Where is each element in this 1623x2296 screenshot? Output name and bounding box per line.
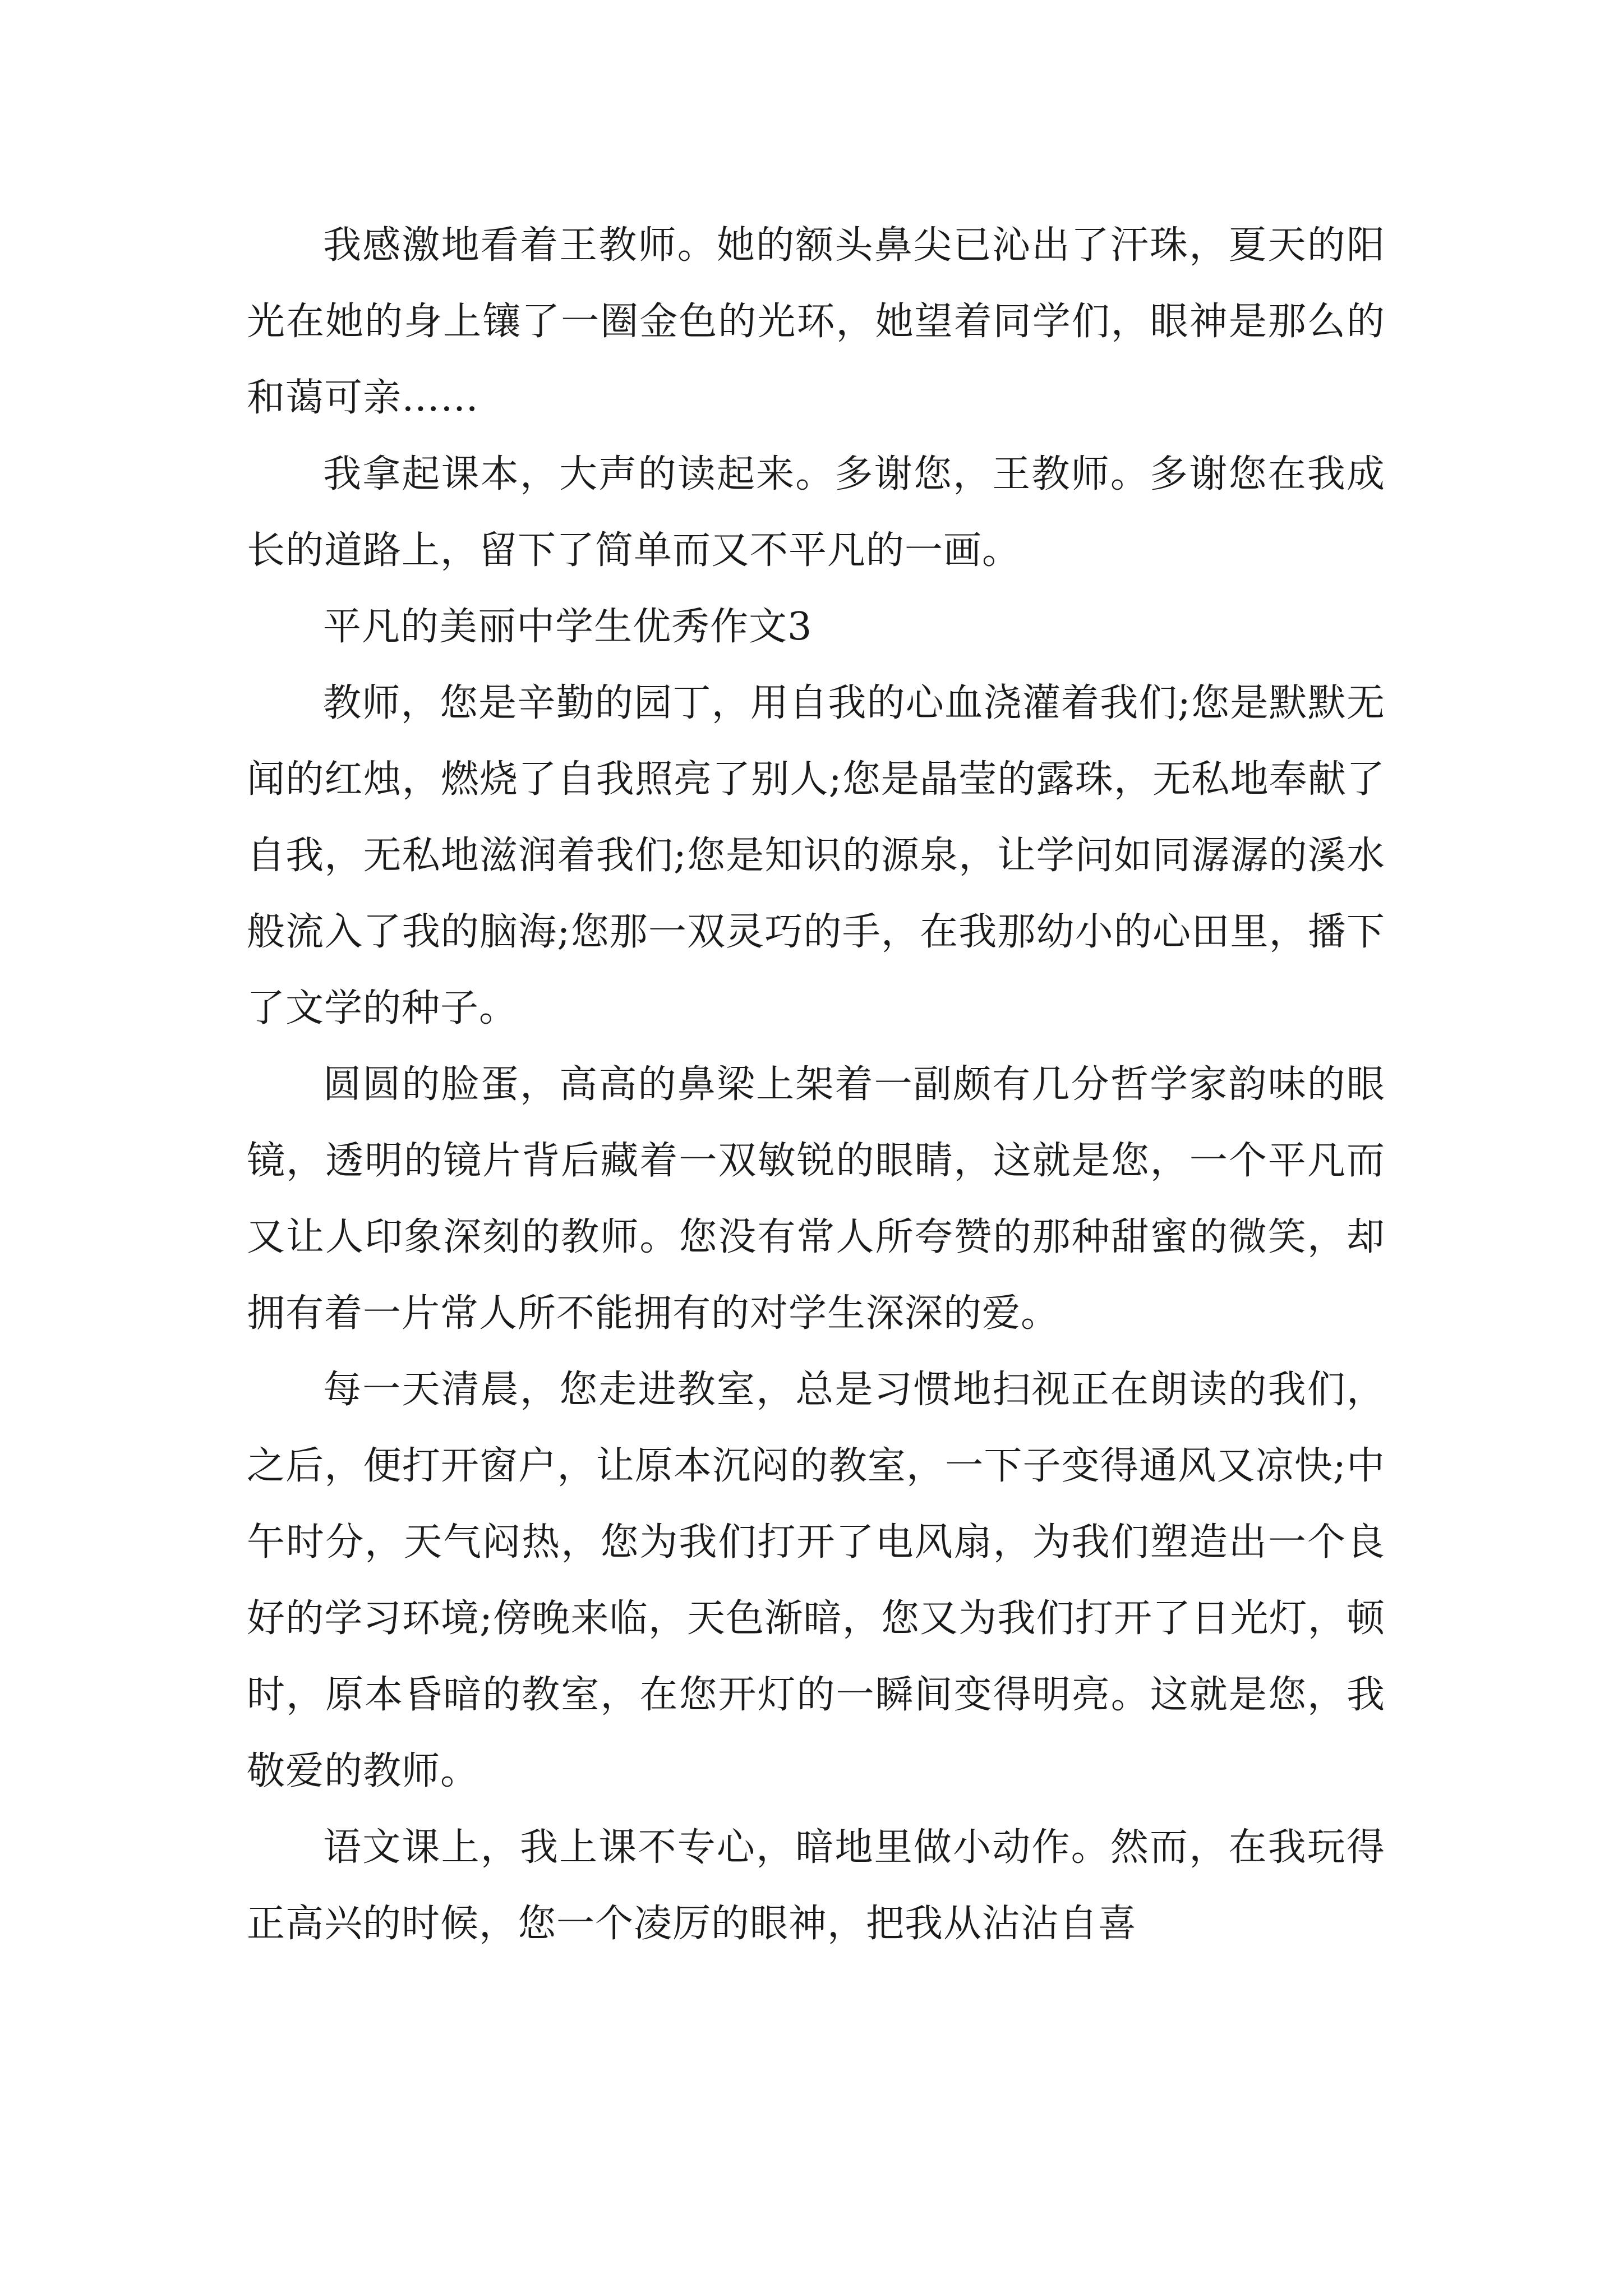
paragraph: 我感激地看着王教师。她的额头鼻尖已沁出了汗珠，夏天的阳光在她的身上镶了一圈金色的光环，她望着同学们，眼神是那么的和蔼可亲…… [247, 223, 1385, 420]
section-heading: 平凡的美丽中学生优秀作文3 [323, 605, 813, 649]
paragraph: 教师，您是辛勤的园丁，用自我的心血浇灌着我们;您是默默无闻的红烛，燃烧了自我照亮了别人;您是晶莹的露珠，无私地奉献了自我，无私地滋润着我们;您是知识的源泉，让学问如同潺潺的溪水般流入了我的脑海;您那一双灵巧的手，在我那幼小的心田里，播下了文学的种子。 [247, 681, 1385, 1030]
paragraph: 我拿起课本，大声的读起来。多谢您，王教师。多谢您在我成长的道路上，留下了简单而又不平凡的一画。 [247, 452, 1385, 573]
paragraph: 圆圆的脸蛋，高高的鼻梁上架着一副颇有几分哲学家韵味的眼镜，透明的镜片背后藏着一双敏锐的眼睛，这就是您，一个平凡而又让人印象深刻的教师。您没有常人所夸赞的那种甜蜜的微笑，却拥有着一片常人所不能拥有的对学生深深的爱。 [247, 1062, 1385, 1336]
paragraph: 语文课上，我上课不专心，暗地里做小动作。然而，在我玩得正高兴的时候，您一个凌厉的眼神，把我从沾沾自喜 [247, 1825, 1385, 1946]
document-body [247, 208, 1385, 1962]
paragraph: 每一天清晨，您走进教室，总是习惯地扫视正在朗读的我们，之后，便打开窗户，让原本沉闷的教室，一下子变得通风又凉快;中午时分，天气闷热，您为我们打开了电风扇，为我们塑造出一个良好的学习环境;傍晚来临，天色渐暗，您又为我们打开了日光灯，顿时，原本昏暗的教室，在您开灯的一瞬间变得明亮。这就是您，我敬爱的教师。 [247, 1368, 1385, 1793]
